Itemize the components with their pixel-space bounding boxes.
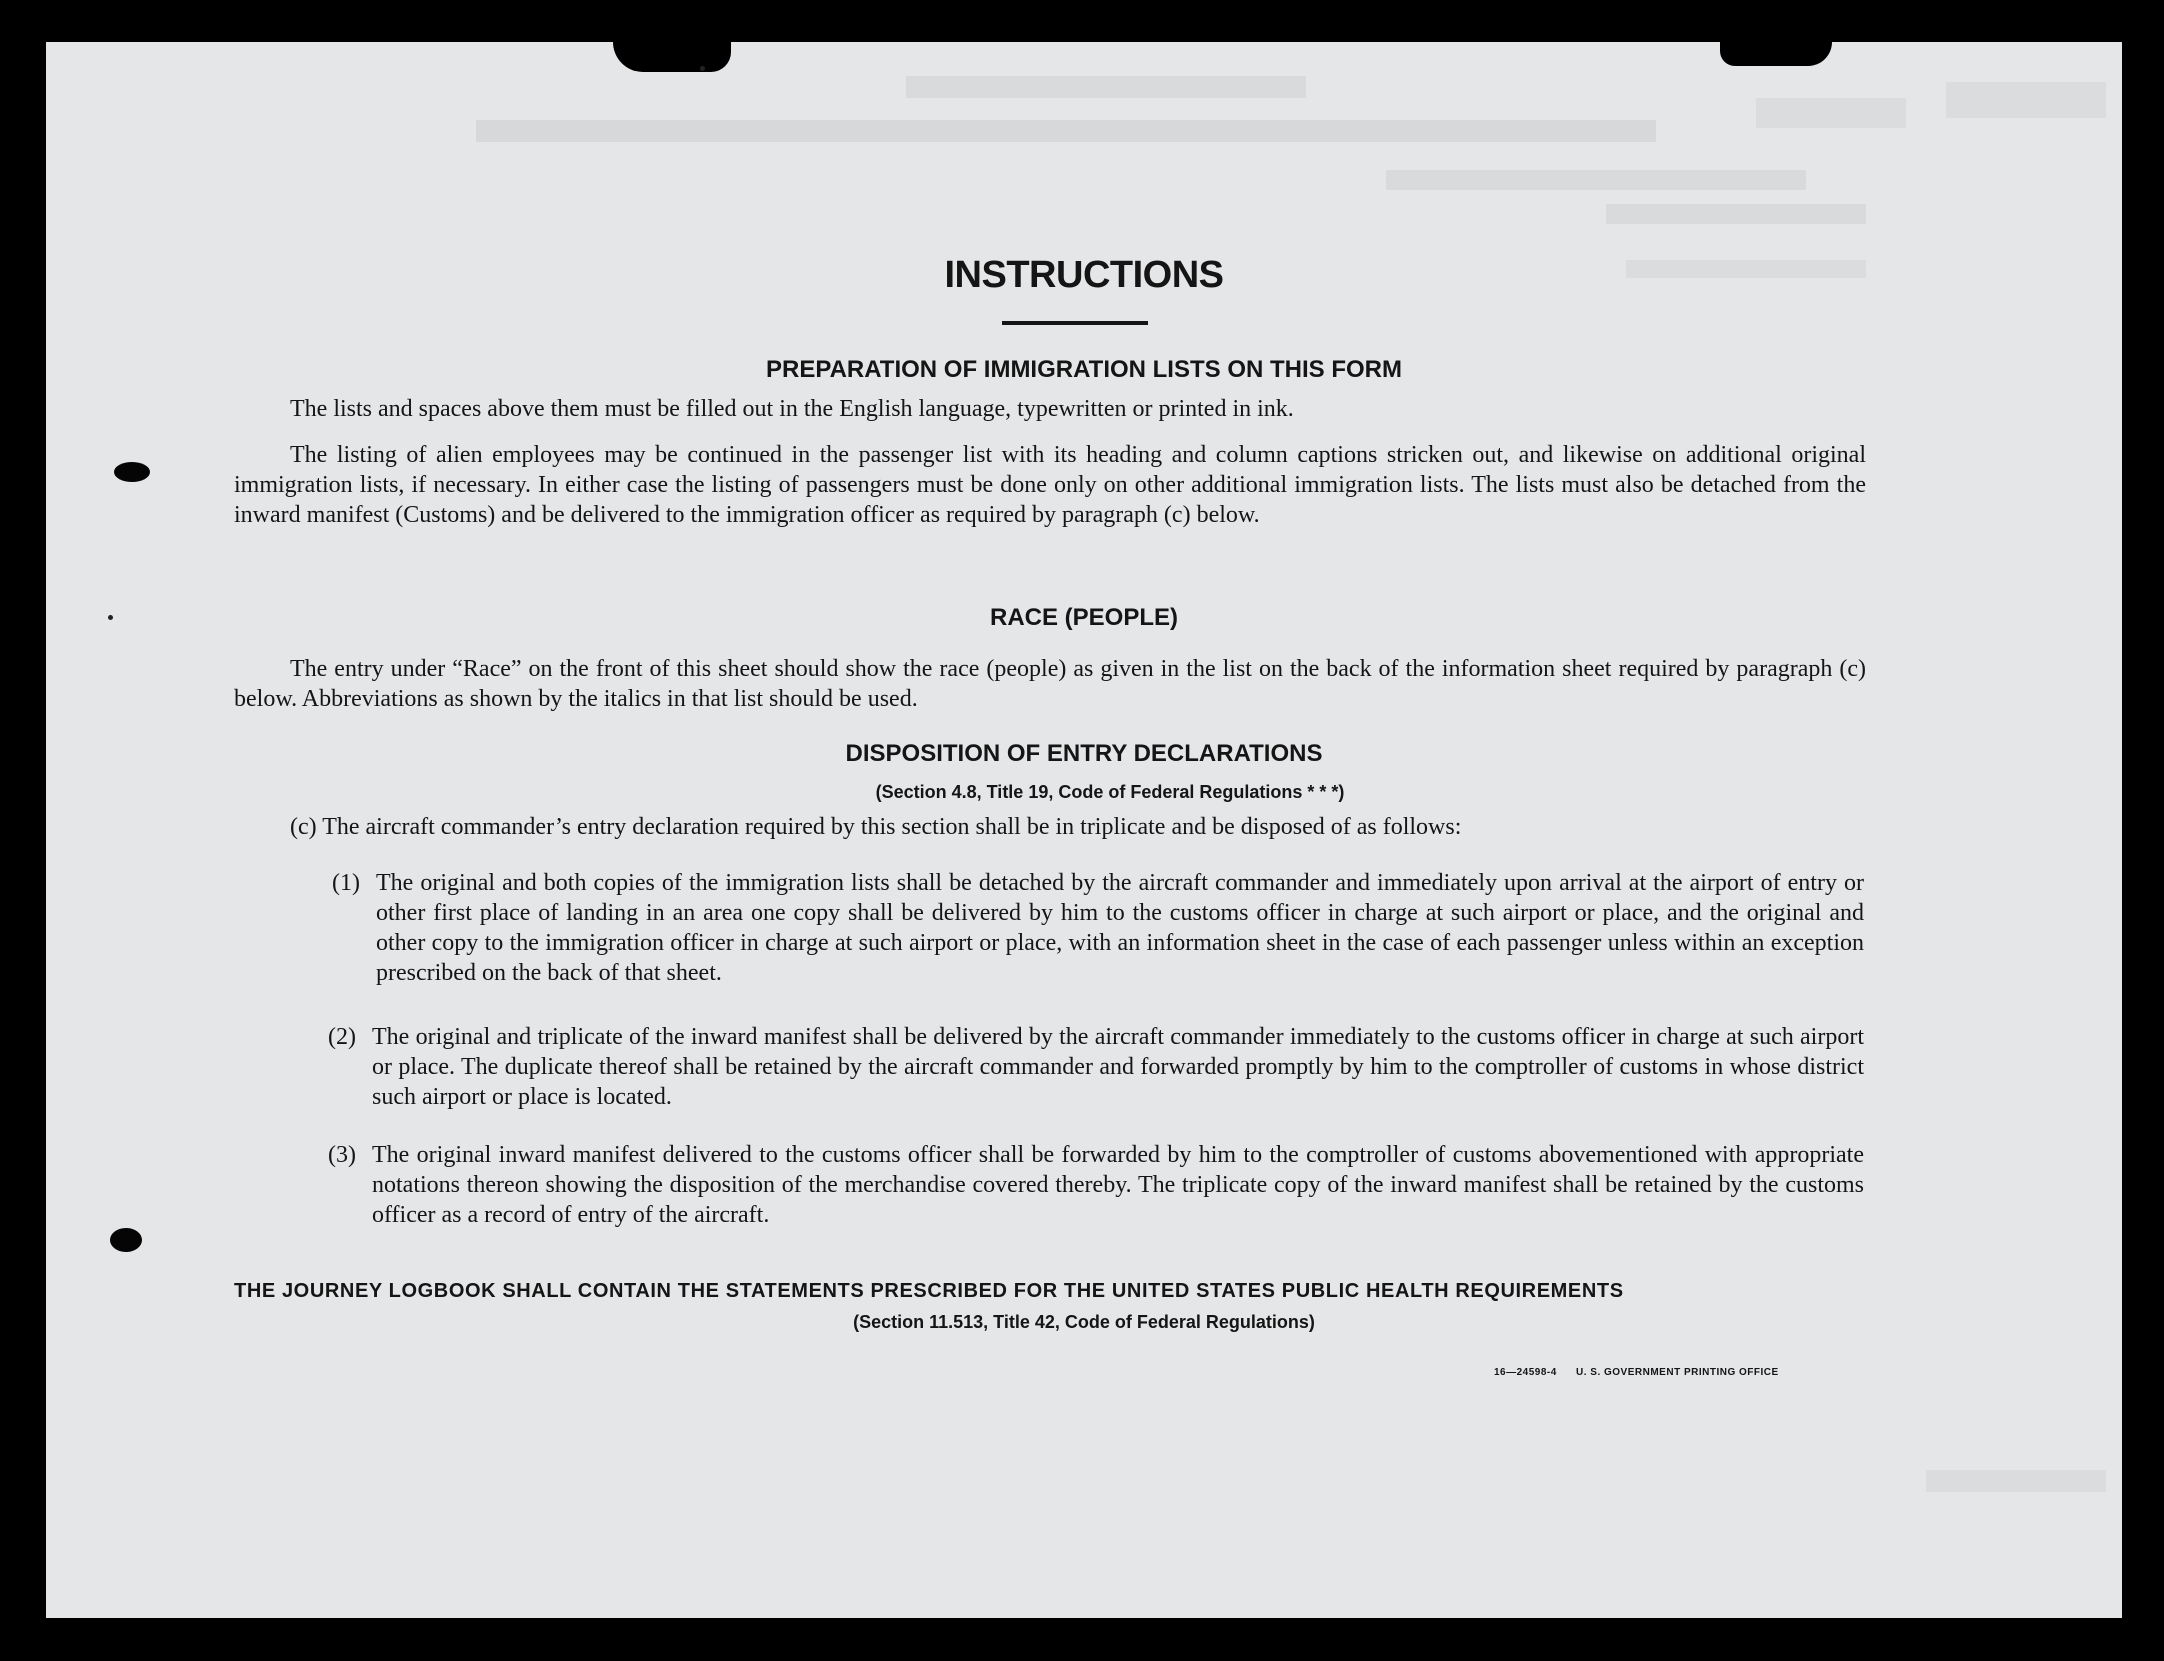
- form-code: 16—24598-4: [1494, 1367, 1557, 1378]
- section-heading-disposition: DISPOSITION OF ENTRY DECLARATIONS: [845, 740, 1323, 767]
- instructions-content: [46, 42, 2122, 1618]
- footer-citation: (Section 11.513, Title 42, Code of Federal Regulations): [853, 1312, 1315, 1332]
- section-citation: (Section 4.8, Title 19, Code of Federal Regulations * * *): [875, 782, 1345, 802]
- list-item-text: The original and both copies of the immigration lists shall be detached by the aircraft commander and immediately upon arrival at the airport of entry or other first place of landing in an area one copy shall be delivered by him to the customs officer in charge at such airport or place, and the original and other copy to the immigration officer in charge at such airport or place, with an information sheet in the case of each passenger unless within an exception prescribed on the back of that sheet.: [376, 870, 1864, 986]
- printer-imprint: U. S. GOVERNMENT PRINTING OFFICE: [1576, 1367, 1779, 1378]
- section-heading-race: RACE (PEOPLE): [989, 604, 1178, 631]
- footer-health-requirements: THE JOURNEY LOGBOOK SHALL CONTAIN THE STATEMENTS PRESCRIBED FOR THE UNITED STATES PUBLIC HEALTH REQUIREMENTS: [234, 1280, 1624, 1302]
- section-heading-preparation: PREPARATION OF IMMIGRATION LISTS ON THIS FORM: [766, 356, 1402, 383]
- paragraph-disposition-intro: (c) The aircraft commander’s entry declaration required by this section shall be in triplicate and be disposed of as follows:: [290, 814, 1462, 840]
- list-item: [328, 1140, 1864, 1230]
- list-item: [332, 868, 1864, 988]
- paragraph-alien-employees: The listing of alien employees may be continued in the passenger list with its heading and column captions stricken out, and likewise on additional original immigration lists, if necessary. In either case the listing of passengers must be done only on other additional immigration lists. The lists must also be detached from the inward manifest (Customs) and be delivered to the immigration officer as required by paragraph (c) below.: [234, 442, 1866, 528]
- list-item-number: (2): [328, 1024, 356, 1050]
- title-underline: [1002, 321, 1148, 325]
- list-item-number: (3): [328, 1142, 356, 1168]
- list-item: [328, 1022, 1864, 1112]
- document-sheet: [46, 42, 2122, 1618]
- list-item-text: The original inward manifest delivered to the customs officer shall be forwarded by him to the comptroller of customs abovementioned with appropriate notations thereon showing the disposition of the merchandise covered thereby. The triplicate copy of the inward manifest shall be retained by the customs officer as a record of entry of the aircraft.: [372, 1142, 1864, 1228]
- list-item-number: (1): [332, 870, 360, 896]
- list-item-text: The original and triplicate of the inward manifest shall be delivered by the aircraft commander immediately to the customs officer in charge at such airport or place. The duplicate thereof shall be retained by the aircraft commander and forwarded promptly by him to the comptroller of customs in whose district such airport or place is located.: [372, 1024, 1864, 1110]
- paragraph-race: The entry under “Race” on the front of this sheet should show the race (people) as given in the list on the back of the information sheet required by paragraph (c) below. Abbreviations as shown by the italics in that list should be used.: [234, 656, 1866, 712]
- page-title: INSTRUCTIONS: [944, 254, 1224, 296]
- paragraph-language: The lists and spaces above them must be filled out in the English language, typewritten or printed in ink.: [290, 396, 1294, 422]
